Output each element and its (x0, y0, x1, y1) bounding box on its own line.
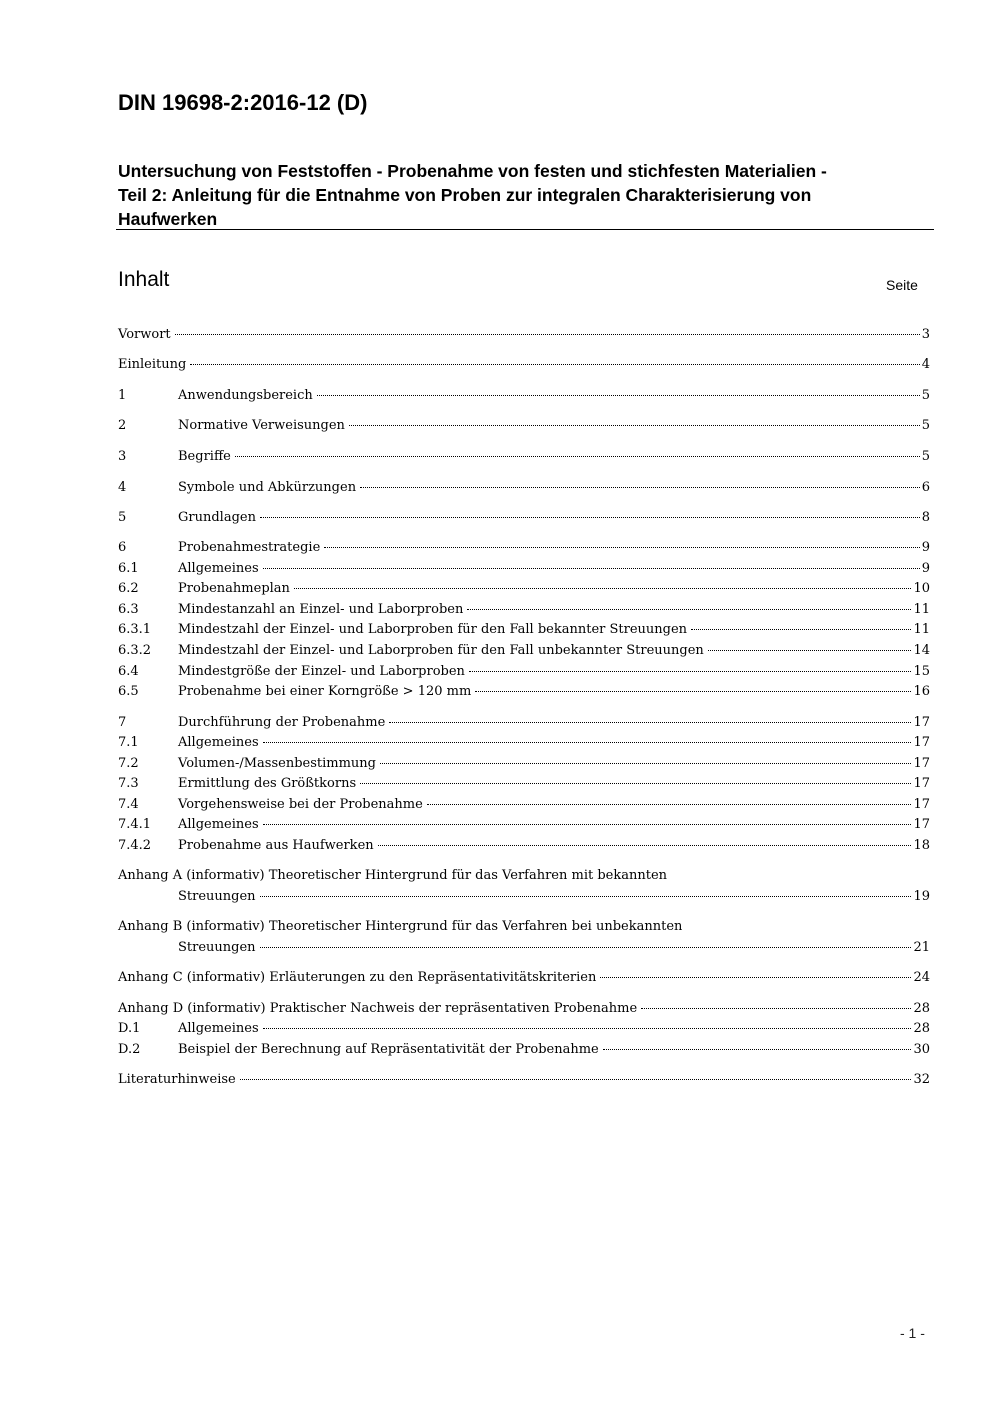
toc-entry-label: Allgemeines (178, 735, 259, 750)
toc-entry[interactable] (118, 357, 930, 376)
toc-entry-number: 6.2 (118, 581, 139, 596)
toc-entry[interactable] (118, 797, 930, 816)
toc-entry-page: 4 (921, 357, 930, 372)
toc-entry-label: Einleitung (118, 357, 187, 372)
toc-entry-label: Allgemeines (178, 1021, 259, 1036)
toc-entry-label: Vorgehensweise bei der Probenahme (178, 797, 423, 812)
toc-entry-label: Mindestzahl der Einzel- und Laborproben für den Fall unbekannter Streuungen (178, 643, 704, 658)
toc-entry[interactable] (118, 715, 930, 734)
toc-leader-dots (240, 1079, 912, 1080)
toc-entry-label: Streuungen (178, 940, 256, 955)
toc-leader-dots (469, 671, 912, 672)
toc-entry-number: 7.4 (118, 797, 139, 812)
toc-entry-number: 7.4.1 (118, 817, 152, 832)
toc-entry-label: Durchführung der Probenahme (178, 715, 386, 730)
toc-entry-page: 21 (913, 940, 930, 955)
toc-entry[interactable] (118, 581, 930, 600)
toc-entry-page: 19 (913, 889, 930, 904)
toc-entry-label: Probenahme aus Haufwerken (178, 838, 374, 853)
toc-entry-page: 5 (921, 388, 930, 403)
toc-entry[interactable] (118, 1021, 930, 1040)
toc-entry-page: 16 (913, 684, 930, 699)
toc-entry-page: 11 (913, 622, 930, 637)
toc-entry-number: D.2 (118, 1042, 141, 1057)
toc-entry[interactable] (118, 756, 930, 775)
toc-entry-page: 9 (921, 561, 930, 576)
toc-entry-label: Anhang B (informativ) Theoretischer Hintergrund für das Verfahren bei unbekannten (118, 919, 683, 934)
toc-entry-page: 10 (913, 581, 930, 596)
toc-entry[interactable] (118, 540, 930, 559)
toc-entry-label: Anwendungsbereich (178, 388, 313, 403)
toc-entry-page: 30 (913, 1042, 930, 1057)
toc-entry[interactable] (118, 480, 930, 499)
toc-entry[interactable] (118, 919, 930, 938)
footer-page-number: - 1 - (900, 1325, 925, 1341)
toc-entry-number: 4 (118, 480, 127, 495)
toc-entry[interactable] (118, 327, 930, 346)
toc-entry-page: 24 (913, 970, 930, 985)
toc-entry-page: 11 (913, 602, 930, 617)
toc-entry[interactable] (118, 643, 930, 662)
toc-leader-dots (175, 334, 920, 335)
toc-leader-dots (360, 487, 920, 488)
toc-entry[interactable] (118, 622, 930, 641)
toc-entry[interactable] (118, 418, 930, 437)
toc-entry-continuation[interactable] (118, 889, 930, 908)
toc-entry[interactable] (118, 602, 930, 621)
document-id: DIN 19698-2:2016-12 (D) (118, 90, 368, 115)
toc-entry-page: 17 (913, 715, 930, 730)
toc-leader-dots (235, 456, 920, 457)
toc-entry[interactable] (118, 1042, 930, 1061)
toc-leader-dots (349, 425, 920, 426)
toc-entry-label: Probenahmeplan (178, 581, 290, 596)
toc-entry[interactable] (118, 561, 930, 580)
toc-leader-dots (389, 722, 911, 723)
toc-leader-dots (427, 804, 912, 805)
title-divider (116, 229, 934, 230)
toc-entry-label: Beispiel der Berechnung auf Repräsentativität der Probenahme (178, 1042, 599, 1057)
toc-leader-dots (294, 588, 912, 589)
toc-entry-label: Vorwort (118, 327, 171, 342)
toc-leader-dots (324, 547, 919, 548)
toc-entry-page: 17 (913, 735, 930, 750)
toc-leader-dots (263, 824, 912, 825)
toc-entry[interactable] (118, 817, 930, 836)
toc-entry-page: 18 (913, 838, 930, 853)
toc-entry-number: 2 (118, 418, 127, 433)
document-title (118, 159, 938, 231)
toc-entry-page: 14 (913, 643, 930, 658)
toc-entry-page: 32 (913, 1072, 930, 1087)
toc-entry-label: Streuungen (178, 889, 256, 904)
toc-leader-dots (467, 609, 911, 610)
toc-entry-label: Anhang C (informativ) Erläuterungen zu den Repräsentativitätskriterien (118, 970, 597, 985)
toc-entry-page: 5 (921, 449, 930, 464)
toc-entry-number: 6.3.2 (118, 643, 152, 658)
toc-entry-label: Probenahme bei einer Korngröße > 120 mm (178, 684, 472, 699)
toc-entry-label: Ermittlung des Größtkorns (178, 776, 357, 791)
toc-heading: Inhalt (118, 268, 170, 291)
toc-entry-page: 3 (921, 327, 930, 342)
toc-leader-dots (691, 629, 911, 630)
toc-entry-number: 6.5 (118, 684, 139, 699)
document-title-line: Untersuchung von Feststoffen - Probenahme von festen und stichfesten Materialien - (118, 161, 827, 181)
toc-entry-page: 17 (913, 797, 930, 812)
toc-entry-label: Allgemeines (178, 817, 259, 832)
toc-entry[interactable] (118, 735, 930, 754)
toc-entry-number: 7 (118, 715, 127, 730)
toc-leader-dots (475, 691, 911, 692)
toc-entry-number: 7.3 (118, 776, 139, 791)
toc-leader-dots (380, 763, 911, 764)
toc-entry-number: 7.2 (118, 756, 139, 771)
toc-entry-label: Literaturhinweise (118, 1072, 236, 1087)
toc-entry-number: 7.4.2 (118, 838, 152, 853)
toc-entry-number: 7.1 (118, 735, 139, 750)
toc-entry-page: 5 (921, 418, 930, 433)
toc-entry-page: 28 (913, 1021, 930, 1036)
toc-entry-number: D.1 (118, 1021, 141, 1036)
toc-entry[interactable] (118, 449, 930, 468)
document-title-line: Haufwerken (118, 209, 218, 229)
toc-entry[interactable] (118, 1001, 930, 1020)
toc-entry[interactable] (118, 510, 930, 529)
toc-entry-page: 8 (921, 510, 930, 525)
toc-entry-label: Grundlagen (178, 510, 256, 525)
toc-entry-number: 6 (118, 540, 127, 555)
toc-entry[interactable] (118, 776, 930, 795)
toc-entry[interactable] (118, 388, 930, 407)
toc-entry-number: 6.1 (118, 561, 139, 576)
toc-entry[interactable] (118, 868, 930, 887)
toc-entry[interactable] (118, 684, 930, 703)
toc-entry-number: 6.3.1 (118, 622, 152, 637)
toc-entry-label: Mindestzahl der Einzel- und Laborproben für den Fall bekannter Streuungen (178, 622, 688, 637)
toc-entry-label: Normative Verweisungen (178, 418, 345, 433)
toc-entry-label: Mindestgröße der Einzel- und Laborproben (178, 664, 465, 679)
toc-entry-page: 17 (913, 756, 930, 771)
toc-leader-dots (190, 364, 919, 365)
toc-page-label: Seite (886, 277, 918, 293)
toc-entry-label: Probenahmestrategie (178, 540, 321, 555)
toc-leader-dots (263, 568, 920, 569)
document-title-line: Teil 2: Anleitung für die Entnahme von Proben zur integralen Charakterisierung von (118, 185, 812, 205)
toc-entry[interactable] (118, 970, 930, 989)
toc-leader-dots (260, 896, 912, 897)
toc-entry-page: 17 (913, 817, 930, 832)
toc-entry[interactable] (118, 664, 930, 683)
toc-entry-label: Allgemeines (178, 561, 259, 576)
toc-entry-label: Volumen-/Massenbestimmung (178, 756, 376, 771)
toc-leader-dots (378, 845, 912, 846)
toc-entry-page: 17 (913, 776, 930, 791)
toc-leader-dots (260, 517, 920, 518)
toc-entry[interactable] (118, 1072, 930, 1091)
toc-leader-dots (360, 783, 911, 784)
toc-entry-label: Symbole und Abkürzungen (178, 480, 357, 495)
toc-leader-dots (263, 742, 912, 743)
toc-entry-number: 6.4 (118, 664, 139, 679)
toc-entry-number: 5 (118, 510, 127, 525)
toc-leader-dots (600, 977, 911, 978)
toc-entry-page: 15 (913, 664, 930, 679)
toc-entry[interactable] (118, 838, 930, 857)
toc-leader-dots (708, 650, 912, 651)
toc-entry-number: 6.3 (118, 602, 139, 617)
toc-leader-dots (260, 947, 912, 948)
toc-entry-label: Anhang A (informativ) Theoretischer Hintergrund für das Verfahren mit bekannten (118, 868, 668, 883)
toc-leader-dots (641, 1008, 911, 1009)
toc-entry-continuation[interactable] (118, 940, 930, 959)
toc-leader-dots (263, 1028, 912, 1029)
toc-entry-label: Begriffe (178, 449, 231, 464)
toc-entry-number: 1 (118, 388, 127, 403)
toc-entry-page: 6 (921, 480, 930, 495)
toc-entry-label: Anhang D (informativ) Praktischer Nachweis der repräsentativen Probenahme (118, 1001, 638, 1016)
toc-entry-page: 9 (921, 540, 930, 555)
toc-entry-page: 28 (913, 1001, 930, 1016)
toc-entry-label: Mindestanzahl an Einzel- und Laborproben (178, 602, 464, 617)
toc-leader-dots (603, 1049, 912, 1050)
toc-leader-dots (317, 395, 920, 396)
toc-entry-number: 3 (118, 449, 127, 464)
